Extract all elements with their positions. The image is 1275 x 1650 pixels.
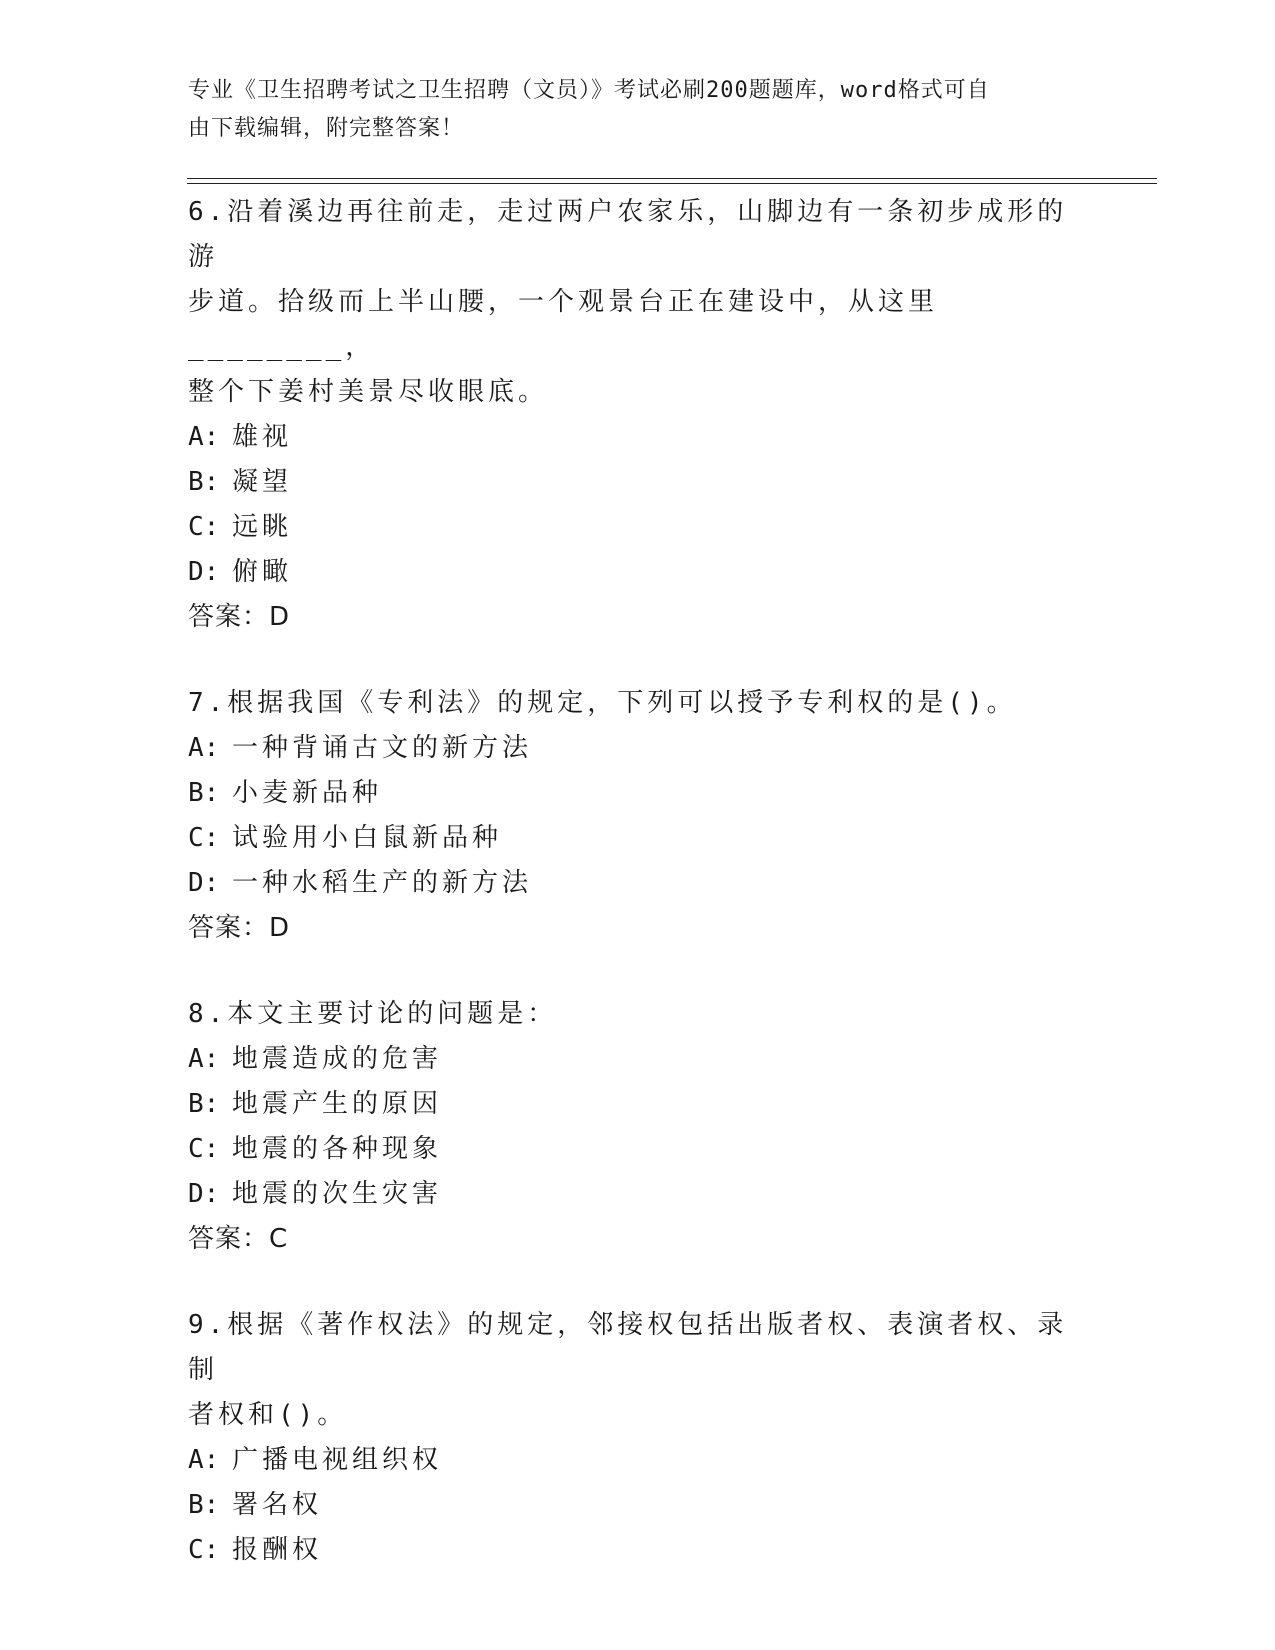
option-text: 一种背诵古文的新方法 [232,733,533,763]
option-text: 报酬权 [232,1535,323,1565]
answer-line: 答案：D [188,602,291,632]
option-b [188,771,1088,816]
question-stem-line: 整个下姜村美景尽收眼底。 [188,377,549,407]
option-d [188,550,1088,595]
option-text: 地震造成的危害 [232,1044,443,1074]
option-c [188,505,1088,550]
option-d [188,861,1088,906]
option-key: B: [188,1089,220,1119]
header-divider-top [187,178,1157,179]
header-line-2: 由下载编辑，附完整答案！ [188,116,465,141]
option-key: A: [188,733,220,763]
option-key: D: [188,868,220,898]
document-header [188,72,1088,148]
option-text: 一种水稻生产的新方法 [232,868,533,898]
option-key: D: [188,1179,220,1209]
option-c [188,1528,1088,1573]
option-a [188,1037,1088,1082]
question-stem-line: 8.本文主要讨论的问题是： [188,999,558,1029]
option-text: 试验用小白鼠新品种 [232,823,503,853]
option-key: A: [188,1044,220,1074]
question-8 [188,992,1088,1262]
question-stem-line: 者权和()。 [188,1400,348,1430]
option-key: C: [188,1134,220,1164]
question-stem-line: 步道。拾级而上半山腰，一个观景台正在建设中，从这里________， [188,287,939,362]
option-b [188,460,1088,505]
option-text: 俯瞰 [232,557,293,587]
question-stem-line: 6.沿着溪边再往前走，走过两户农家乐，山脚边有一条初步成形的游 [188,197,1068,272]
option-text: 署名权 [232,1490,323,1520]
option-key: C: [188,1535,220,1565]
option-text: 地震的各种现象 [232,1134,443,1164]
option-key: C: [188,823,220,853]
option-key: C: [188,512,220,542]
answer-line: 答案：C [188,1224,289,1254]
question-7 [188,681,1088,951]
option-c [188,1127,1088,1172]
option-key: A: [188,422,220,452]
question-stem-line: 7.根据我国《专利法》的规定，下列可以授予专利权的是()。 [188,688,1017,718]
option-b [188,1082,1088,1127]
option-text: 地震产生的原因 [232,1089,443,1119]
option-text: 小麦新品种 [232,778,383,808]
option-text: 地震的次生灾害 [232,1179,443,1209]
option-key: B: [188,467,220,497]
question-stem-line: 9.根据《著作权法》的规定，邻接权包括出版者权、表演者权、录制 [188,1310,1068,1385]
option-a [188,1438,1088,1483]
option-key: A: [188,1445,220,1475]
option-text: 远眺 [232,512,293,542]
option-a [188,415,1088,460]
option-b [188,1483,1088,1528]
option-key: B: [188,778,220,808]
question-list [188,190,1088,1614]
option-key: D: [188,557,220,587]
header-line-1: 专业《卫生招聘考试之卫生招聘（文员）》考试必刷200题题库，word格式可自 [188,78,990,103]
question-6 [188,190,1088,640]
answer-line: 答案：D [188,913,291,943]
option-text: 广播电视组织权 [232,1445,443,1475]
question-9 [188,1303,1088,1573]
header-divider-bottom [187,183,1157,184]
option-text: 雄视 [232,422,293,452]
option-text: 凝望 [232,467,293,497]
option-c [188,816,1088,861]
option-key: B: [188,1490,220,1520]
option-d [188,1172,1088,1217]
option-a [188,726,1088,771]
